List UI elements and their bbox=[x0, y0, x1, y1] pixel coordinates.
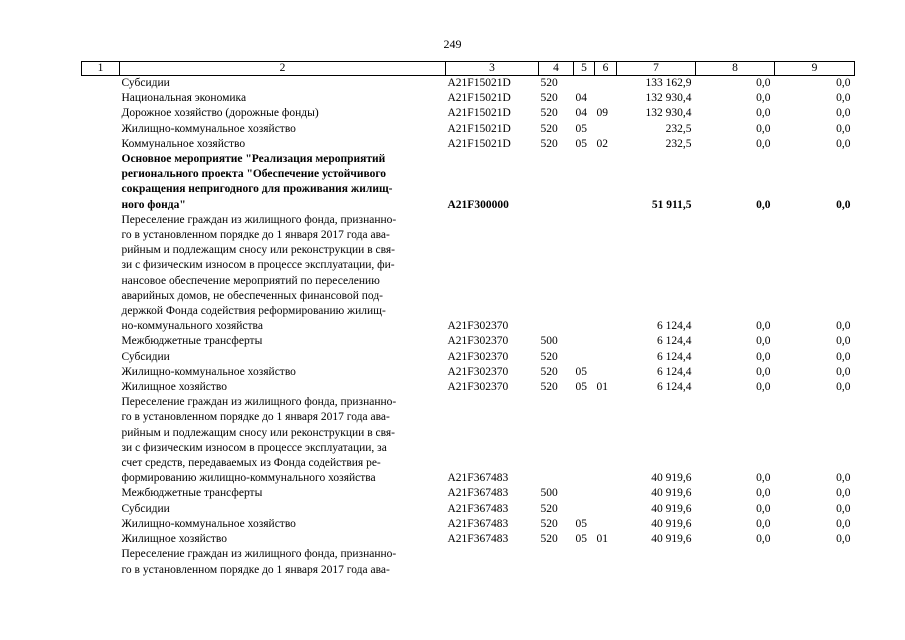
table-row bbox=[82, 76, 855, 92]
row-vr-cell bbox=[539, 395, 574, 486]
row-vr-cell: 520 bbox=[540, 350, 558, 363]
row-name-text: Дорожное хозяйство (дорожные фонды) bbox=[121, 107, 319, 120]
row-value-9-cell: 0,0 bbox=[836, 472, 851, 485]
row-name-cell bbox=[120, 486, 446, 501]
column-header: 4 bbox=[539, 62, 574, 76]
row-number-cell bbox=[82, 213, 120, 335]
row-value-7-cell: 232,5 bbox=[665, 122, 692, 135]
row-name-text: Основное мероприятие "Реализация мероприятий регионального проекта "Обеспечение устойчивого сокращения непригодного для проживания жилищ- ного фонда" bbox=[121, 153, 393, 211]
row-name-text: Переселение граждан из жилищного фонда, признанно- го в установленном порядке до 1 января 2017 года ава- bbox=[121, 548, 397, 576]
row-rz-cell: 04 bbox=[575, 92, 587, 105]
row-name-cell bbox=[120, 122, 446, 137]
row-name-text: Жилищно-коммунальное хозяйство bbox=[121, 122, 296, 135]
row-value-9-cell: 0,0 bbox=[836, 381, 851, 394]
column-header: 3 bbox=[446, 62, 539, 76]
row-value-7-cell: 40 919,6 bbox=[651, 502, 692, 515]
table-row bbox=[82, 350, 855, 365]
row-value-9-cell: 0,0 bbox=[836, 502, 851, 515]
row-value-9-cell: 0,0 bbox=[836, 198, 851, 211]
row-number-cell bbox=[82, 486, 120, 501]
row-code-cell: A21F15021D bbox=[447, 137, 511, 150]
table-row bbox=[82, 152, 855, 213]
row-value-9-cell: 0,0 bbox=[836, 77, 851, 89]
row-number-cell bbox=[82, 532, 120, 547]
row-pr-cell: 09 bbox=[596, 107, 608, 120]
row-value-8-cell: 0,0 bbox=[756, 381, 771, 394]
row-pr-cell: 01 bbox=[596, 533, 608, 546]
row-value-9-cell: 0,0 bbox=[836, 517, 851, 530]
table-row bbox=[82, 517, 855, 532]
row-value-7-cell: 133 162,9 bbox=[645, 77, 692, 89]
row-pr-cell bbox=[595, 334, 617, 349]
row-vr-cell: 520 bbox=[540, 381, 558, 394]
row-pr-cell bbox=[595, 152, 617, 213]
row-code-cell: A21F15021D bbox=[447, 122, 511, 135]
column-header: 9 bbox=[775, 62, 855, 76]
row-vr-cell: 520 bbox=[540, 502, 558, 515]
row-name-cell bbox=[120, 213, 446, 335]
row-value-8-cell: 0,0 bbox=[756, 335, 771, 348]
row-value-8-cell: 0,0 bbox=[756, 365, 771, 378]
row-number-cell bbox=[82, 334, 120, 349]
row-value-7-cell bbox=[617, 547, 696, 577]
row-value-8-cell: 0,0 bbox=[756, 472, 771, 485]
table-row bbox=[82, 122, 855, 137]
row-rz-cell: 05 bbox=[575, 365, 587, 378]
row-rz-cell: 05 bbox=[575, 122, 587, 135]
row-value-9-cell: 0,0 bbox=[836, 365, 851, 378]
row-value-8-cell: 0,0 bbox=[756, 122, 771, 135]
row-number-cell bbox=[82, 547, 120, 577]
row-rz-cell bbox=[574, 395, 595, 486]
row-pr-cell bbox=[595, 517, 617, 532]
row-value-8-cell: 0,0 bbox=[756, 533, 771, 546]
row-vr-cell: 520 bbox=[540, 533, 558, 546]
row-rz-cell bbox=[574, 334, 595, 349]
table-row bbox=[82, 395, 855, 486]
row-value-7-cell: 40 919,6 bbox=[651, 517, 692, 530]
table-row bbox=[82, 380, 855, 395]
row-name-text: Межбюджетные трансферты bbox=[121, 335, 263, 348]
row-code-cell: A21F367483 bbox=[447, 487, 509, 500]
row-value-7-cell: 40 919,6 bbox=[651, 487, 692, 500]
row-name-cell bbox=[120, 106, 446, 121]
row-rz-cell bbox=[574, 350, 595, 365]
row-pr-cell bbox=[595, 76, 617, 92]
row-name-cell bbox=[120, 334, 446, 349]
row-code-cell: A21F367483 bbox=[447, 502, 509, 515]
row-vr-cell bbox=[539, 547, 574, 577]
row-code-cell: A21F15021D bbox=[447, 107, 511, 120]
row-name-cell bbox=[120, 547, 446, 577]
row-code-cell: A21F302370 bbox=[447, 365, 509, 378]
row-number-cell bbox=[82, 365, 120, 380]
row-rz-cell bbox=[574, 152, 595, 213]
row-rz-cell bbox=[574, 486, 595, 501]
row-value-7-cell: 51 911,5 bbox=[651, 198, 692, 211]
row-pr-cell bbox=[595, 395, 617, 486]
row-value-8-cell: 0,0 bbox=[756, 320, 771, 333]
table-header-row bbox=[82, 62, 855, 76]
row-pr-cell bbox=[595, 547, 617, 577]
row-number-cell bbox=[82, 395, 120, 486]
budget-table bbox=[81, 61, 855, 578]
row-name-text: Межбюджетные трансферты bbox=[121, 487, 263, 500]
row-vr-cell: 500 bbox=[540, 335, 558, 348]
row-value-7-cell: 132 930,4 bbox=[645, 107, 692, 120]
row-name-cell bbox=[120, 395, 446, 486]
row-vr-cell: 520 bbox=[540, 137, 558, 150]
row-name-cell bbox=[120, 532, 446, 547]
row-value-8-cell: 0,0 bbox=[756, 77, 771, 89]
row-code-cell: A21F15021D bbox=[447, 92, 511, 105]
row-code-cell: A21F367483 bbox=[447, 472, 509, 485]
row-code-cell bbox=[446, 547, 539, 577]
row-value-9-cell: 0,0 bbox=[836, 107, 851, 120]
row-vr-cell: 520 bbox=[540, 107, 558, 120]
row-value-8-cell: 0,0 bbox=[756, 502, 771, 515]
row-code-cell: A21F302370 bbox=[447, 350, 509, 363]
row-pr-cell bbox=[595, 213, 617, 335]
row-name-cell bbox=[120, 91, 446, 106]
table-row bbox=[82, 91, 855, 106]
column-header: 8 bbox=[696, 62, 775, 76]
row-vr-cell bbox=[539, 213, 574, 335]
column-header: 6 bbox=[595, 62, 617, 76]
table-row bbox=[82, 547, 855, 577]
row-value-7-cell: 6 124,4 bbox=[657, 350, 692, 363]
row-pr-cell bbox=[595, 486, 617, 501]
row-value-9-cell: 0,0 bbox=[836, 487, 851, 500]
row-rz-cell: 05 bbox=[575, 137, 587, 150]
row-name-cell bbox=[120, 365, 446, 380]
row-number-cell bbox=[82, 380, 120, 395]
row-name-text: Жилищное хозяйство bbox=[121, 533, 228, 546]
row-number-cell bbox=[82, 106, 120, 121]
row-code-cell: A21F302370 bbox=[447, 335, 509, 348]
row-code-cell: A21F302370 bbox=[447, 381, 509, 394]
table-row bbox=[82, 365, 855, 380]
row-vr-cell bbox=[539, 152, 574, 213]
row-name-text: Переселение граждан из жилищного фонда, признанно- го в установленном порядке до 1 января 2017 года ава- рийным и подлежащим сносу или реконструкции в свя- зи с физическим износом в процессе эксплуатации, фи- нансовое обеспечение мероприятий по переселению аварийных домов, не обеспеченных финансовой под- держкой Фонда содействия реформированию жилищ- но-коммунального хозяйства bbox=[121, 213, 397, 333]
row-value-7-cell: 6 124,4 bbox=[657, 335, 692, 348]
row-value-7-cell: 232,5 bbox=[665, 137, 692, 150]
table-row bbox=[82, 502, 855, 517]
table-row bbox=[82, 532, 855, 547]
row-rz-cell: 05 bbox=[575, 381, 587, 394]
row-rz-cell: 05 bbox=[575, 517, 587, 530]
row-value-9-cell: 0,0 bbox=[836, 335, 851, 348]
row-value-9-cell: 0,0 bbox=[836, 92, 851, 105]
row-name-text: Жилищно-коммунальное хозяйство bbox=[121, 517, 296, 530]
row-name-text: Субсидии bbox=[121, 77, 170, 89]
row-name-cell bbox=[120, 517, 446, 532]
row-rz-cell bbox=[574, 76, 595, 92]
row-name-text: Субсидии bbox=[121, 502, 170, 515]
row-number-cell bbox=[82, 152, 120, 213]
row-rz-cell: 04 bbox=[575, 107, 587, 120]
row-value-8-cell: 0,0 bbox=[756, 350, 771, 363]
row-value-7-cell: 6 124,4 bbox=[657, 365, 692, 378]
row-number-cell bbox=[82, 350, 120, 365]
row-value-9-cell: 0,0 bbox=[836, 533, 851, 546]
row-name-text: Переселение граждан из жилищного фонда, признанно- го в установленном порядке до 1 января 2017 года ава- рийным и подлежащим сносу или реконструкции в свя- зи с физическим износом в процессе эксплуатации, за счет средств, передаваемых из Фонда содействия ре- формированию жилищно-коммунального хозяйства bbox=[121, 396, 397, 485]
row-number-cell bbox=[82, 122, 120, 137]
row-value-9-cell: 0,0 bbox=[836, 350, 851, 363]
row-value-8-cell: 0,0 bbox=[756, 107, 771, 120]
row-name-cell bbox=[120, 137, 446, 152]
table-row bbox=[82, 213, 855, 335]
column-header: 2 bbox=[120, 62, 446, 76]
row-number-cell bbox=[82, 137, 120, 152]
row-value-9-cell: 0,0 bbox=[836, 320, 851, 333]
row-pr-cell: 01 bbox=[596, 381, 608, 394]
row-rz-cell bbox=[574, 547, 595, 577]
row-name-text: Национальная экономика bbox=[121, 92, 247, 105]
row-vr-cell: 520 bbox=[540, 122, 558, 135]
row-value-7-cell: 40 919,6 bbox=[651, 533, 692, 546]
row-value-8-cell: 0,0 bbox=[756, 517, 771, 530]
column-header: 7 bbox=[617, 62, 696, 76]
row-number-cell bbox=[82, 502, 120, 517]
row-code-cell: A21F300000 bbox=[447, 198, 509, 211]
row-value-8-cell: 0,0 bbox=[756, 198, 771, 211]
row-value-7-cell: 6 124,4 bbox=[657, 320, 692, 333]
table-row bbox=[82, 137, 855, 152]
row-number-cell bbox=[82, 76, 120, 92]
row-pr-cell bbox=[595, 91, 617, 106]
column-header: 1 bbox=[82, 62, 120, 76]
row-number-cell bbox=[82, 517, 120, 532]
row-name-cell bbox=[120, 502, 446, 517]
row-name-text: Коммунальное хозяйство bbox=[121, 137, 246, 150]
row-code-cell: A21F15021D bbox=[447, 77, 511, 89]
row-rz-cell bbox=[574, 213, 595, 335]
row-pr-cell bbox=[595, 350, 617, 365]
table-row bbox=[82, 486, 855, 501]
row-vr-cell: 520 bbox=[540, 517, 558, 530]
row-vr-cell: 500 bbox=[540, 487, 558, 500]
row-name-cell bbox=[120, 350, 446, 365]
row-value-9-cell bbox=[775, 547, 855, 577]
row-value-8-cell: 0,0 bbox=[756, 92, 771, 105]
row-vr-cell: 520 bbox=[540, 77, 558, 89]
row-rz-cell: 05 bbox=[575, 533, 587, 546]
row-pr-cell bbox=[595, 365, 617, 380]
row-value-9-cell: 0,0 bbox=[836, 122, 851, 135]
row-code-cell: A21F302370 bbox=[447, 320, 509, 333]
row-rz-cell bbox=[574, 502, 595, 517]
row-value-8-cell: 0,0 bbox=[756, 487, 771, 500]
row-value-7-cell: 40 919,6 bbox=[651, 472, 692, 485]
row-vr-cell: 520 bbox=[540, 92, 558, 105]
row-name-text: Жилищное хозяйство bbox=[121, 381, 228, 394]
row-pr-cell bbox=[595, 122, 617, 137]
row-pr-cell: 02 bbox=[596, 137, 608, 150]
row-name-text: Субсидии bbox=[121, 350, 170, 363]
page-number: 249 bbox=[443, 37, 462, 51]
column-header: 5 bbox=[574, 62, 595, 76]
row-name-cell bbox=[120, 380, 446, 395]
row-code-cell: A21F367483 bbox=[447, 533, 509, 546]
table-row bbox=[82, 334, 855, 349]
row-value-8-cell: 0,0 bbox=[756, 137, 771, 150]
table-row bbox=[82, 106, 855, 121]
row-number-cell bbox=[82, 91, 120, 106]
row-value-8-cell bbox=[696, 547, 775, 577]
row-value-9-cell: 0,0 bbox=[836, 137, 851, 150]
row-value-7-cell: 6 124,4 bbox=[657, 381, 692, 394]
row-value-7-cell: 132 930,4 bbox=[645, 92, 692, 105]
row-vr-cell: 520 bbox=[540, 365, 558, 378]
row-name-text: Жилищно-коммунальное хозяйство bbox=[121, 365, 296, 378]
row-code-cell: A21F367483 bbox=[447, 517, 509, 530]
row-pr-cell bbox=[595, 502, 617, 517]
row-name-cell bbox=[120, 152, 446, 213]
row-name-cell bbox=[120, 76, 446, 92]
